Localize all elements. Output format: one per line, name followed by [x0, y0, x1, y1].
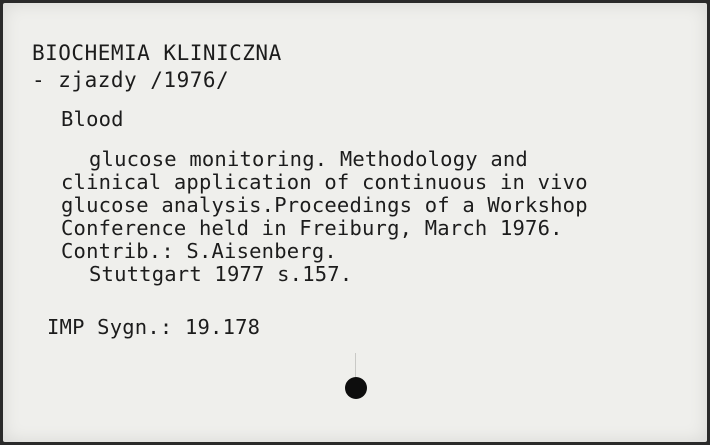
shelfmark: IMP Sygn.: 19.178 — [47, 315, 261, 339]
subject-heading: BIOCHEMIA KLINICZNA — [32, 41, 282, 65]
punch-hole — [345, 377, 367, 399]
entry-topic: Blood — [61, 107, 124, 131]
title-line: glucose analysis.Proceedings of a Workshop — [61, 193, 588, 217]
title-line: Contrib.: S.Aisenberg. — [61, 239, 337, 263]
catalog-card — [3, 3, 707, 442]
title-line: Conference held in Freiburg, March 1976. — [61, 216, 563, 240]
title-line: clinical application of continuous in vivo — [61, 170, 588, 194]
imprint-line: Stuttgart 1977 s.157. — [89, 262, 353, 286]
punch-guide-mark — [355, 353, 356, 377]
subject-subheading: - zjazdy /1976/ — [32, 68, 230, 92]
title-line: glucose monitoring. Methodology and — [89, 147, 528, 171]
